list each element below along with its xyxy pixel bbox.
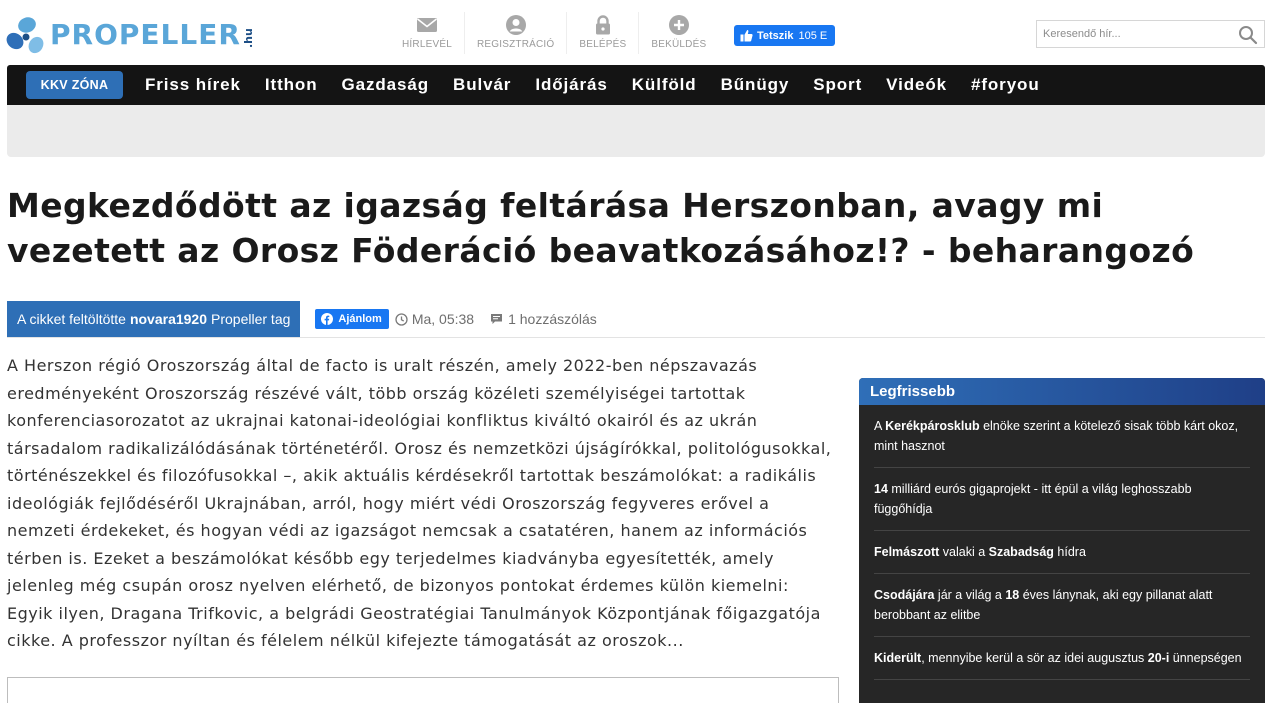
nav-itthon[interactable]: Itthon [264, 75, 318, 94]
news-text: elnöke szerint a kötelező sisak több kárt okoz, mint hasznot [874, 419, 1239, 453]
search-input[interactable] [1037, 21, 1233, 47]
category-links [145, 75, 1064, 95]
clock-icon [395, 313, 408, 326]
news-text: A [874, 419, 886, 433]
news-text: éves lánynak, aki egy pillanat alatt berobbant az elitbe [874, 588, 1213, 622]
recommend-label: Ajánlom [338, 313, 382, 325]
site-header [0, 0, 1280, 64]
facebook-icon [321, 313, 333, 325]
main-navigation [7, 65, 1265, 105]
news-keyword: Felmászott [874, 545, 940, 559]
nav-friss-hirek[interactable]: Friss hírek [145, 75, 241, 94]
article-title: Megkezdődött az igazság feltárása Herszonban, avagy mi vezetett az Orosz Föderáció beavatkozásához!? - beharangozó [7, 186, 1195, 270]
nav-kulfold[interactable]: Külföld [631, 75, 697, 94]
article-embed-box [7, 677, 839, 703]
news-text: jár a világ a [934, 588, 1006, 602]
comments-link[interactable] [490, 311, 597, 327]
facebook-like-button[interactable] [734, 25, 835, 46]
news-text: hídra [1053, 545, 1086, 559]
news-text: valaki a [939, 545, 989, 559]
uploader-badge [7, 301, 300, 337]
logo-tld: .hu [241, 28, 255, 48]
facebook-like-count: 105 E [798, 29, 828, 42]
latest-news-item[interactable] [874, 405, 1250, 468]
nav-foryou[interactable]: #foryou [970, 75, 1040, 94]
news-keyword: Csodájára [874, 588, 935, 602]
news-keyword: Kerékpárosklub [885, 419, 980, 433]
article-lead-text: A Herszon régió Oroszország által de facto is uralt részén, amely 2022-ben népszavazás eredményeként Oroszország részévé vált, több ország közéleti személyiségei tartottak konferenciasorozatot az ukrajnai katonai-ideológiai konfliktus kiváltó okairól és az ukrán társadalom radikalizálódásának történetéről. Orosz és nemzetközi újságírókkal, politológusokkal, történészekkel és filozófusokkal –, akik aktuális kérdésekről tartottak beszámolókat: a radikális ideológiák fejlődéséről Ukrajnában, arról, hogy miért védi Oroszország fegyveres erővel a nemzeti érdekeket, és hogyan védi az igazságot nemcsak a csatatéren, hanem az információs térben is. Ezeket a beszámolókat később egy terjedelmes kiadványba egyesítették, amely jelenleg még csupán orosz nyelven elérhető, de bizonyos pontokat érdemes külön kiemelni: Egyik ilyen, Dragana Trifkovic, a belgrádi Geostratégiai Tanulmányok Központjának főigazgatója cikke. A professzor nyíltan és félelem nélkül kifejezte támogatását az oroszok... [7, 356, 832, 650]
publish-time-text: Ma, 05:38 [411, 311, 475, 327]
search-icon[interactable] [1238, 25, 1258, 45]
uploader-name-link[interactable]: novara1920 [129, 311, 208, 327]
latest-news-item[interactable] [874, 468, 1250, 531]
facebook-like-label: Tetszik [757, 29, 794, 42]
newsletter-label: HÍRLEVÉL [402, 39, 452, 50]
lock-icon [592, 14, 614, 36]
register-label: REGISZTRÁCIÓ [476, 39, 555, 50]
nav-idojaras[interactable]: Időjárás [535, 75, 608, 94]
publish-time [395, 311, 474, 327]
nav-gazdasag[interactable]: Gazdaság [341, 75, 430, 94]
news-text: milliárd eurós gigaprojekt - itt épül a világ leghosszabb függőhídja [874, 482, 1192, 516]
news-keyword: Szabadság [988, 545, 1054, 559]
search-box [1036, 20, 1265, 48]
ad-banner-placeholder [7, 105, 1265, 157]
comment-icon [490, 313, 503, 325]
latest-news-item[interactable] [874, 574, 1250, 637]
login-label: BELÉPÉS [579, 39, 627, 50]
news-keyword: 14 [874, 482, 888, 496]
nav-bulvar[interactable]: Bulvár [453, 75, 512, 94]
latest-news-sidebar [859, 378, 1265, 703]
thumbs-up-icon [740, 29, 753, 42]
envelope-icon [416, 14, 438, 36]
newsletter-link[interactable] [390, 12, 464, 54]
latest-news-item[interactable] [874, 637, 1250, 680]
facebook-recommend-button[interactable] [315, 309, 388, 329]
news-keyword: 20-i [1147, 651, 1170, 665]
article-meta-bar [7, 301, 1265, 338]
uploader-suffix: Propeller tag [211, 311, 291, 327]
news-keyword: Kiderült [874, 651, 922, 665]
submit-link[interactable] [638, 12, 718, 54]
uploader-prefix: A cikket feltöltötte [17, 311, 126, 327]
latest-news-item[interactable] [874, 531, 1250, 574]
latest-news-list [859, 405, 1265, 680]
register-link[interactable] [464, 12, 566, 54]
news-text: , mennyibe kerül a sör az idei augusztus [921, 651, 1148, 665]
news-keyword: 18 [1005, 588, 1020, 602]
news-text: ünnepségen [1169, 651, 1242, 665]
submit-label: BEKÜLDÉS [651, 39, 707, 50]
plus-icon [668, 14, 690, 36]
user-icon [505, 14, 527, 36]
logo-wordmark: PROPELLER [50, 18, 241, 51]
login-link[interactable] [566, 12, 638, 54]
nav-bunugy[interactable]: Bűnügy [720, 75, 790, 94]
top-utility-nav [390, 12, 718, 54]
sidebar-title: Legfrissebb [859, 378, 1265, 405]
nav-sport[interactable]: Sport [813, 75, 863, 94]
propeller-logo-icon [6, 15, 48, 55]
kkv-zone-button[interactable]: KKV ZÓNA [26, 71, 123, 99]
comments-count: 1 hozzászólás [508, 311, 597, 327]
site-logo[interactable] [6, 12, 255, 58]
nav-videok[interactable]: Videók [886, 75, 947, 94]
